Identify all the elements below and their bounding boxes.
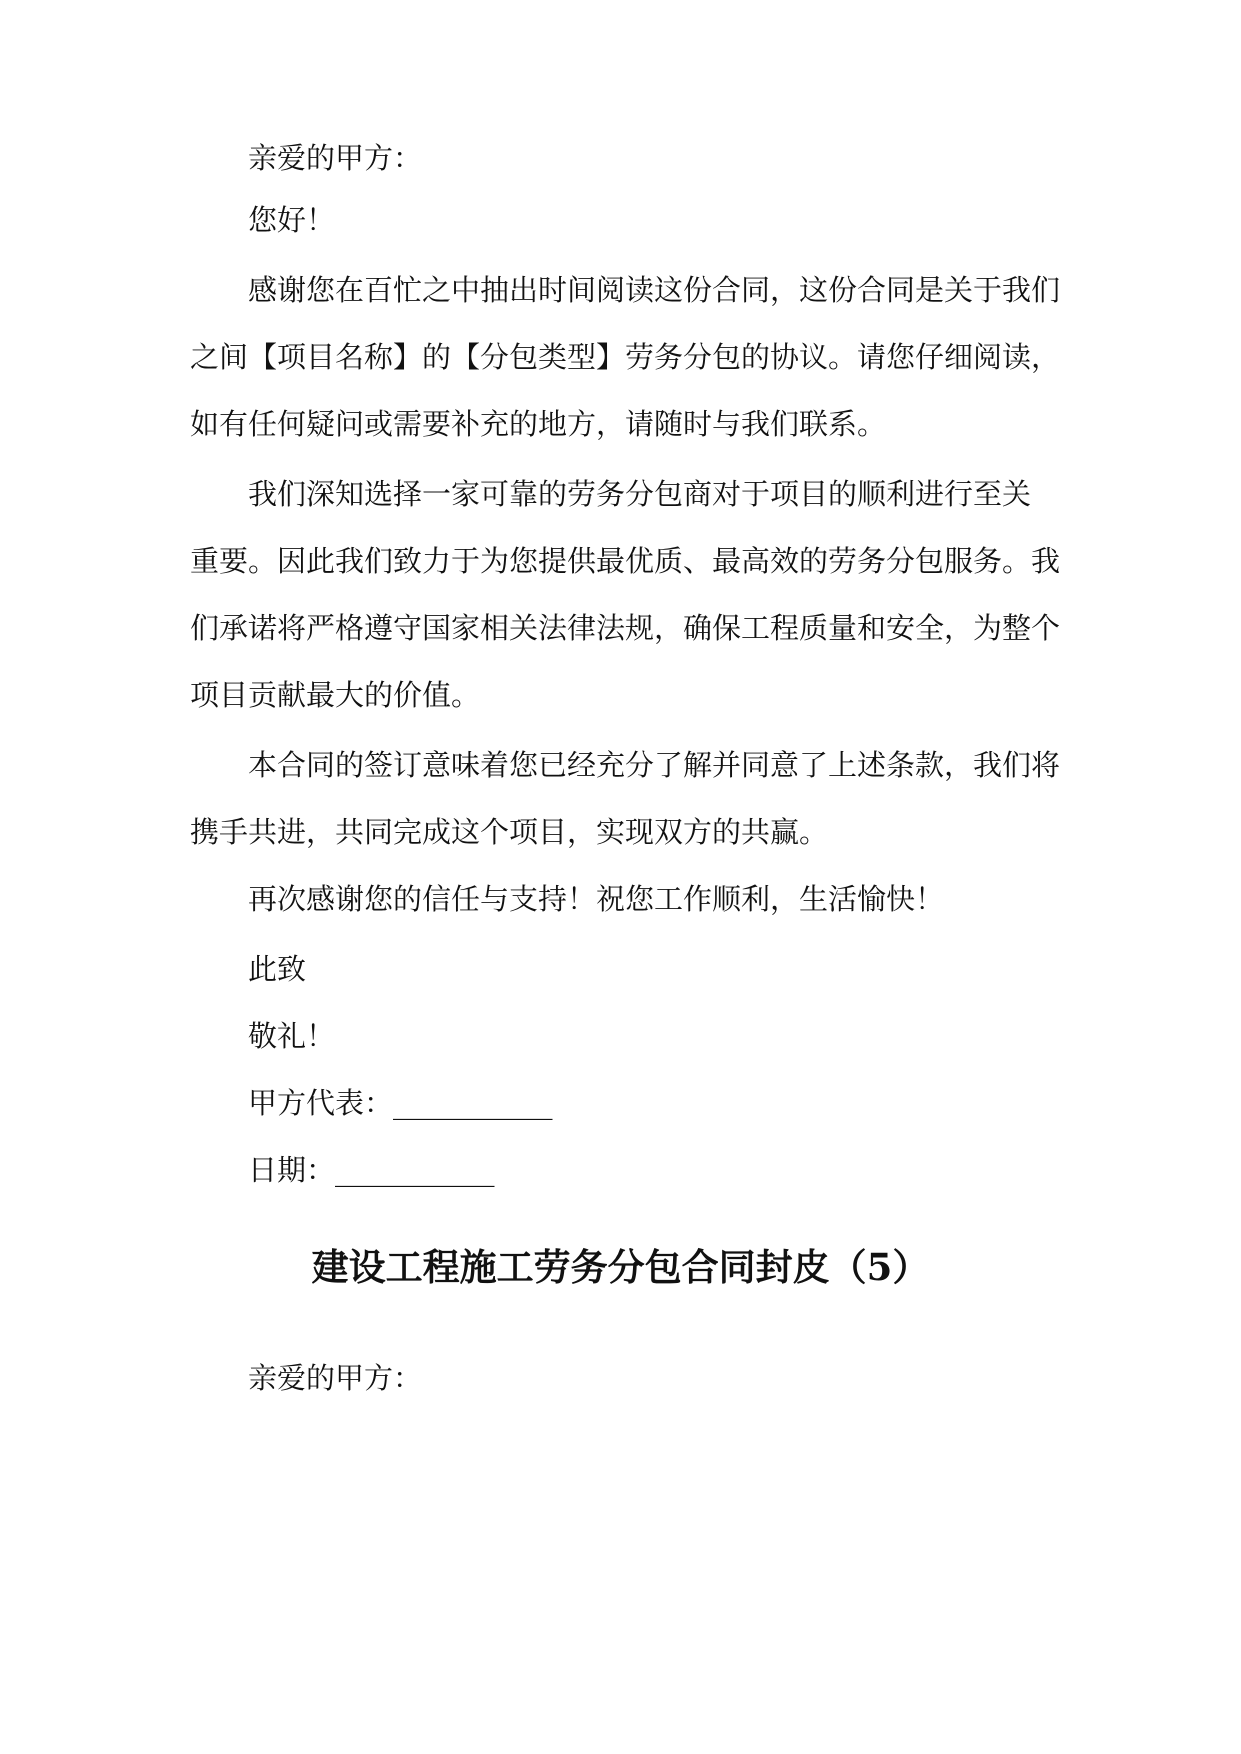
greeting: 您好！ bbox=[248, 203, 336, 237]
paragraph-1-line-1: 感谢您在百忙之中抽出时间阅读这份合同，这份合同是关于我们 bbox=[248, 273, 1061, 307]
paragraph-3-line-2: 携手共进，共同完成这个项目，实现双方的共赢。 bbox=[190, 815, 829, 849]
paragraph-1-line-3: 如有任何疑问或需要补充的地方，请随时与我们联系。 bbox=[190, 407, 887, 441]
representative-line: 甲方代表：___________ bbox=[248, 1086, 553, 1120]
salutation: 亲爱的甲方： bbox=[248, 141, 423, 175]
closing-line-2: 敬礼！ bbox=[248, 1019, 336, 1053]
paragraph-2-line-2: 重要。因此我们致力于为您提供最优质、最高效的劳务分包服务。我 bbox=[190, 544, 1061, 578]
paragraph-2-line-1: 我们深知选择一家可靠的劳务分包商对于项目的顺利进行至关 bbox=[248, 477, 1032, 511]
paragraph-3-line-1: 本合同的签订意味着您已经充分了解并同意了上述条款，我们将 bbox=[248, 748, 1061, 782]
paragraph-1-line-2: 之间【项目名称】的【分包类型】劳务分包的协议。请您仔细阅读， bbox=[190, 340, 1061, 374]
date-line: 日期：___________ bbox=[248, 1153, 495, 1187]
closing-line-1: 此致 bbox=[248, 952, 307, 986]
salutation-2: 亲爱的甲方： bbox=[248, 1361, 423, 1395]
thanks-line: 再次感谢您的信任与支持！祝您工作顺利，生活愉快！ bbox=[248, 882, 945, 916]
section-title: 建设工程施工劳务分包合同封皮（5） bbox=[311, 1245, 930, 1289]
paragraph-2-line-3: 们承诺将严格遵守国家相关法律法规，确保工程质量和安全，为整个 bbox=[190, 611, 1061, 645]
paragraph-2-line-4: 项目贡献最大的价值。 bbox=[190, 678, 481, 712]
